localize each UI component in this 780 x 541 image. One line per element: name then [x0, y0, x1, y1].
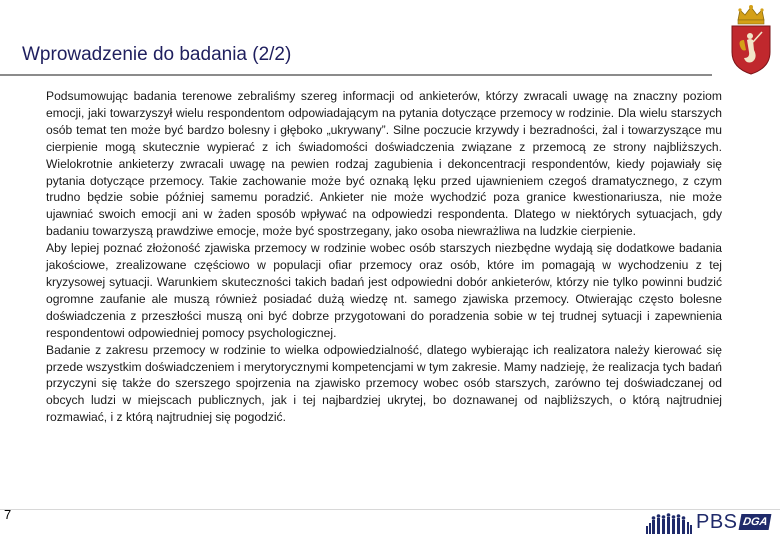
title-divider	[0, 74, 712, 76]
paragraph: Badanie z zakresu przemocy w rodzinie to wielka odpowiedzialność, dlatego wybierając ich realizatora należy kierować się przede wszystkim doświadczeniem i merytorycznymi kompetencjami w tym zakresie. Mamy nadzieję, że realizacja tych badań przyczyni się także do szerszego spojrzenia na zjawisko przemocy wobec osób starszych, zarówno tej doświadczanej od obcych ludzi w miejscach publicznych, jak i tej najbardziej ukrytej, bo doznawanej od najbliższych, o którą najtrudniej rozmawiać, i z którą najtrudniej się pogodzić.	[46, 342, 722, 425]
warsaw-coat-of-arms-icon	[726, 2, 776, 76]
paragraph: Podsumowując badania terenowe zebraliśmy szereg informacji od ankieterów, którzy zwracali uwagę na znaczny poziom emocji, jaki towarzyszył wielu respondentom odpowiadającym na pytania dotyczące przemocy w rodzinie. Dla wielu starszych osób temat ten może być bardzo bolesny i głęboko „ukrywany”. Silne poczucie krzywdy i bezradności, żal i towarzyszące mu cierpienie mogą skutecznie wypierać z ich świadomości doświadczenia związane z przemocą ze strony najbliższych. Wielokrotnie ankieterzy zwracali uwagę na pewien rodzaj zagubienia i dekoncentracji respondentów, kiedy pojawiały się pytania dotyczące przemocy. Takie zachowanie może być oznaką lęku przed ujawnieniem czegoś dramatycznego, z czym trudno będzie sobie później samemu poradzić. Ankieter nie może wychodzić poza granice kwestionariusza, nie może ujawniać swoich emocji ani w żaden sposób wpływać na odpowiedzi respondenta. Dlatego w niektórych sytuacjach, gdy badaniu towarzyszą prawdziwe emocje, może być spostrzegany, jako osoba niewrażliwa na ludzkie cierpienie.	[46, 89, 722, 239]
paragraph: Aby lepiej poznać złożoność zjawiska przemocy w rodzinie wobec osób starszych niezbędne wydają się dodatkowe badania jakościowe, zrealizowane częściowo w populacji ofiar przemocy oraz osób, które im pomagają w wychodzeniu z tej kryzysowej sytuacji. Warunkiem skuteczności takich badań jest odpowiedni dobór ankieterów, którzy nie tylko powinni budzić ogromne zaufanie ale muszą również posiadać dużą wiedzę nt. samego zjawiska przemocy. Otwierając często bolesne doświadczenia z przeszłości muszą oni być dobrze przygotowani do poradzenia sobie w tej trudnej sytuacji i zapewnienia respondentowi odpowiedniej pomocy psychologicznej.	[46, 241, 722, 340]
dga-badge: DGA	[738, 514, 771, 530]
page-number: 7	[4, 507, 12, 522]
slide-title: Wprowadzenie do badania (2/2)	[22, 44, 292, 65]
pbs-logo	[646, 507, 770, 537]
slide-body	[46, 88, 722, 426]
pbs-wordmark: PBS	[696, 510, 738, 533]
people-silhouettes-icon	[646, 510, 694, 534]
